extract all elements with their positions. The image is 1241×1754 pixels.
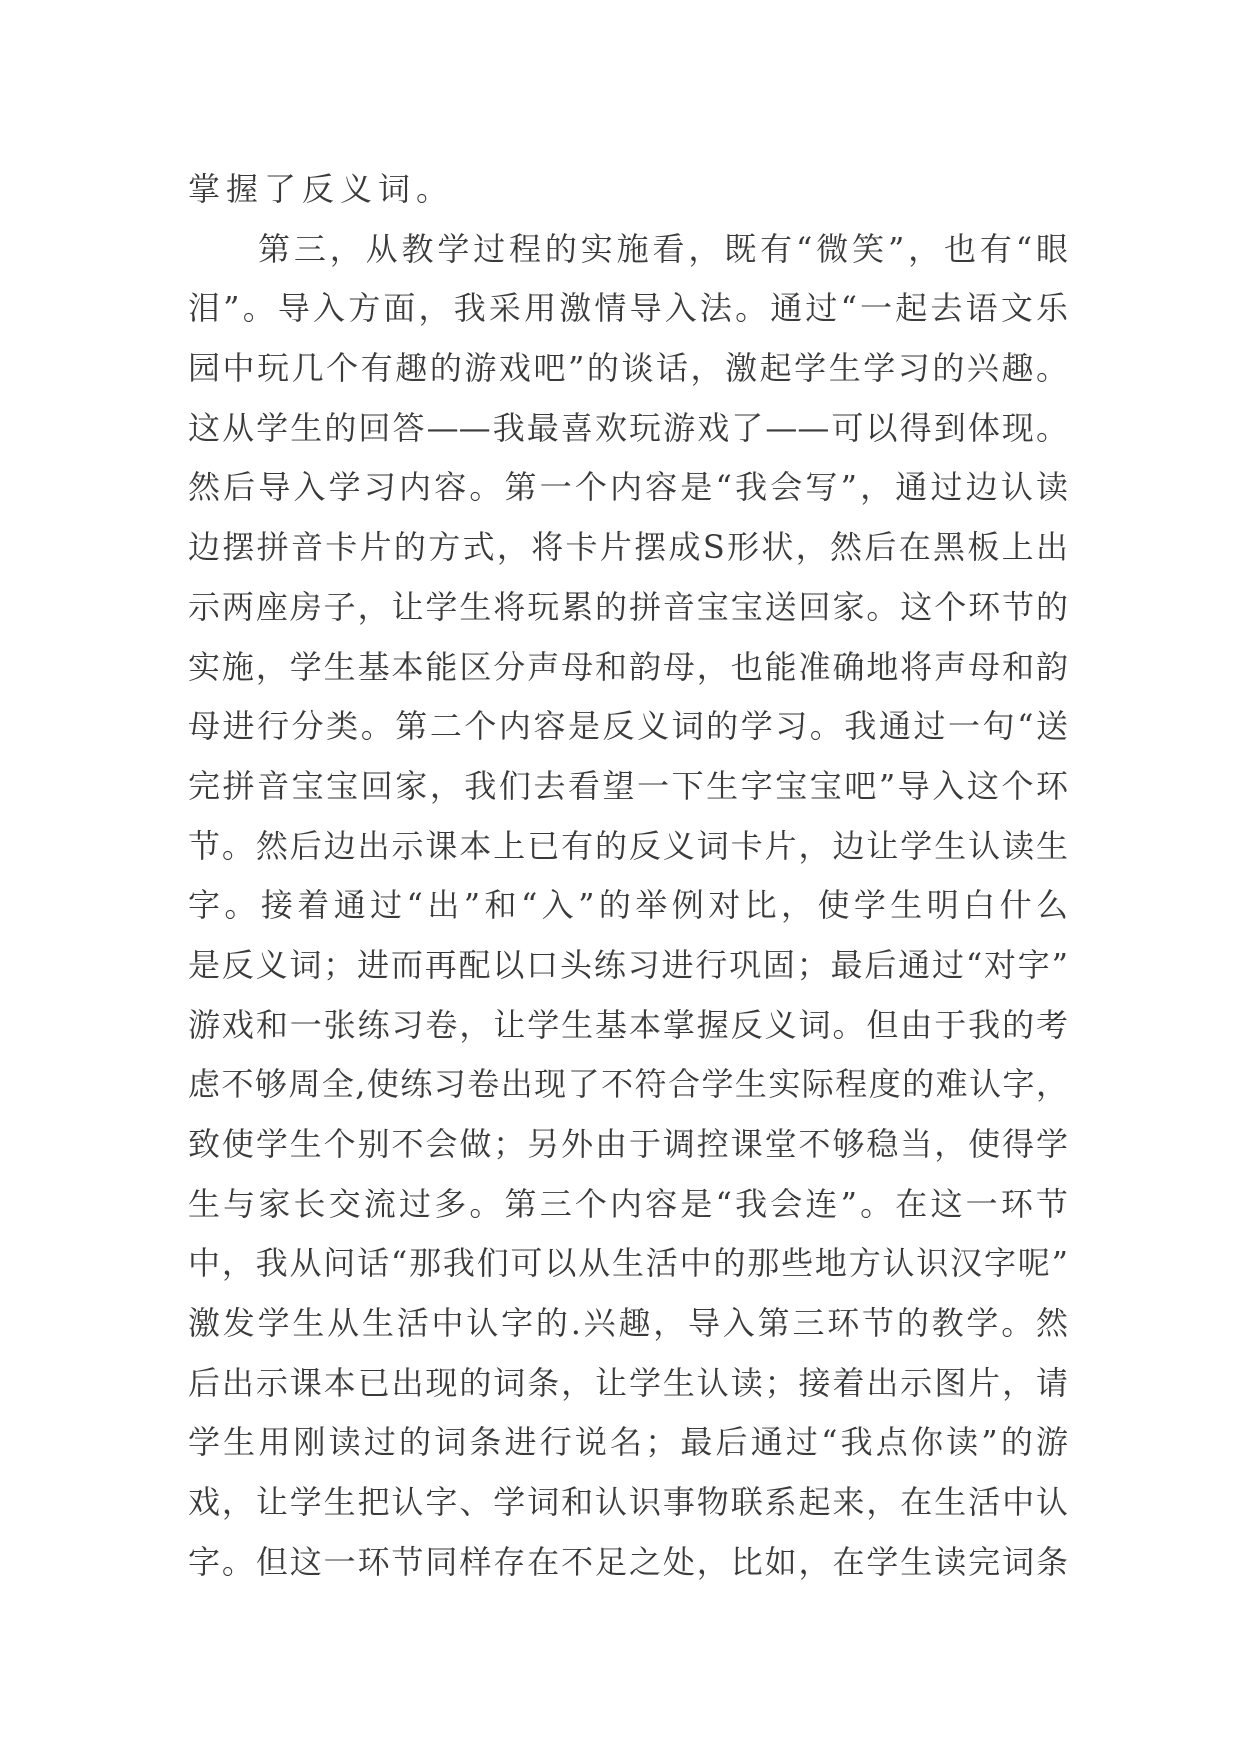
text-line-8: 示两座房子，让学生将玩累的拼音宝宝送回家。这个环节的 [188,587,1068,626]
text-line-20: 激发学生从生活中认字的.兴趣，导入第三环节的教学。然 [188,1304,1068,1343]
text-line-1: 掌握了反义词。 [188,170,455,208]
text-line-12: 节。然后边出示课本上已有的反义词卡片，边让学生认读生 [188,826,1068,865]
text-line-18: 生与家长交流过多。第三个内容是“我会连”。在这一环节 [188,1184,1068,1223]
text-line-22: 学生用刚读过的词条进行说名；最后通过“我点你读”的游 [188,1423,1068,1462]
text-line-10: 母进行分类。第二个内容是反义词的学习。我通过一句“送 [188,707,1068,746]
text-line-5: 这从学生的回答——我最喜欢玩游戏了——可以得到体现。 [188,408,1068,447]
text-line-19: 中，我从问话“那我们可以从生活中的那些地方认识汉字呢” [188,1244,1068,1283]
text-line-11: 完拼音宝宝回家，我们去看望一下生字宝宝吧”导入这个环 [188,766,1068,805]
text-line-15: 游戏和一张练习卷，让学生基本掌握反义词。但由于我的考 [188,1005,1068,1044]
text-line-9: 实施，学生基本能区分声母和韵母，也能准确地将声母和韵 [188,647,1068,686]
text-line-17: 致使学生个别不会做；另外由于调控课堂不够稳当，使得学 [188,1125,1068,1163]
text-line-3: 泪”。导入方面，我采用激情导入法。通过“一起去语文乐 [188,289,1068,328]
text-line-21: 后出示课本已出现的词条，让学生认读；接着出示图片，请 [188,1363,1068,1402]
text-line-6: 然后导入学习内容。第一个内容是“我会写”，通过边认读 [188,468,1068,507]
text-line-4: 园中玩几个有趣的游戏吧”的谈话，激起学生学习的兴趣。 [188,349,1068,388]
text-line-2-paragraph-start: 第三，从教学过程的实施看，既有“微笑”，也有“眼 [258,229,1068,268]
body-text [188,160,1068,1593]
text-line-13: 字。接着通过“出”和“入”的举例对比，使学生明白什么 [188,886,1068,925]
text-line-16: 虑不够周全,使练习卷出现了不符合学生实际程度的难认字， [188,1065,1068,1104]
text-line-7: 边摆拼音卡片的方式，将卡片摆成S形状，然后在黑板上出 [188,528,1068,567]
text-line-14: 是反义词；进而再配以口头练习进行巩固；最后通过“对字” [188,945,1068,984]
text-line-23: 戏，让学生把认字、学词和认识事物联系起来，在生活中认 [188,1483,1068,1522]
text-line-24: 字。但这一环节同样存在不足之处，比如，在学生读完词条 [188,1542,1068,1581]
